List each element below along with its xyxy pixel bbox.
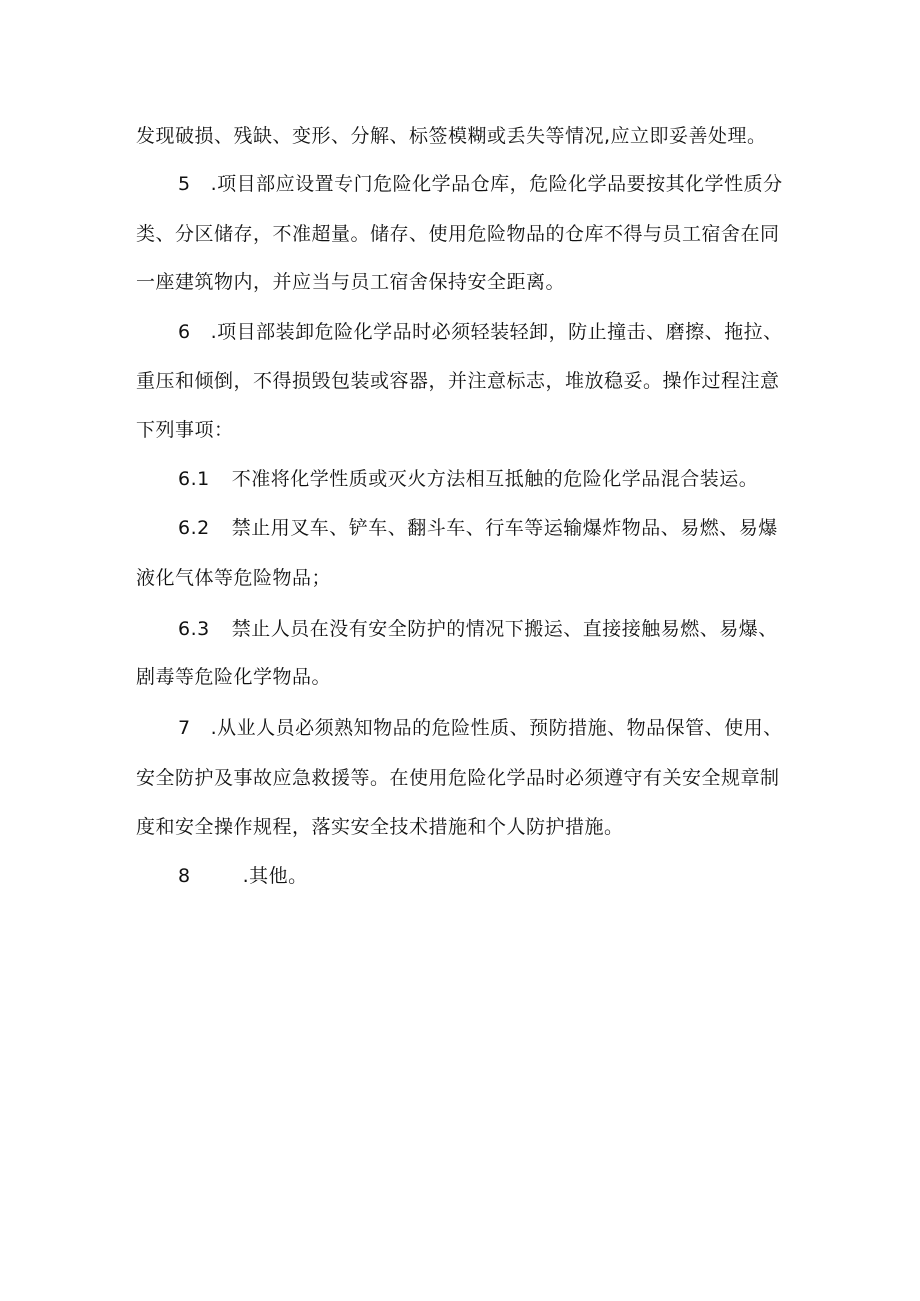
item-6-1-line-1 — [178, 467, 796, 491]
item-number: 7 — [178, 717, 191, 739]
item-number: 6.2 — [178, 517, 210, 539]
item-5-line-1 — [178, 172, 796, 196]
item-number: 6.3 — [178, 618, 210, 640]
item-6-line-1 — [178, 320, 796, 344]
item-6-2-line-1 — [178, 516, 796, 540]
item-text: 禁止人员在没有安全防护的情况下搬运、直接接触易燃、易爆、 — [231, 618, 778, 640]
item-7-line-1 — [178, 716, 796, 740]
item-text: .项目部应设置专门危险化学品仓库，危险化学品要按其化学性质分 — [210, 173, 783, 195]
item-5-line-2: 类、分区储存，不准超量。储存、使用危险物品的仓库不得与员工宿舍在同 — [136, 223, 780, 245]
item-6-line-3: 下列事项： — [136, 419, 234, 441]
item-number: 5 — [178, 173, 191, 195]
item-text: 不准将化学性质或灭火方法相互抵触的危险化学品混合装运。 — [231, 468, 759, 490]
item-7-line-3: 度和安全操作规程，落实安全技术措施和个人防护措施。 — [136, 816, 624, 838]
item-number: 8 — [178, 865, 191, 887]
item-text: .项目部装卸危险化学品时必须轻装轻卸，防止撞击、磨擦、拖拉、 — [210, 321, 783, 343]
paragraph-continuation-line: 发现破损、残缺、变形、分解、标签模糊或丢失等情况,应立即妥善处理。 — [136, 125, 767, 147]
item-7-line-2: 安全防护及事故应急救援等。在使用危险化学品时必须遵守有关安全规章制 — [136, 767, 780, 789]
item-8-line-1 — [178, 864, 796, 888]
item-6-line-2: 重压和倾倒，不得损毁包装或容器，并注意标志，堆放稳妥。操作过程注意 — [136, 370, 780, 392]
item-number: 6 — [178, 321, 191, 343]
item-text: .从业人员必须熟知物品的危险性质、预防措施、物品保管、使用、 — [210, 717, 783, 739]
item-text: 禁止用叉车、铲车、翻斗车、行车等运输爆炸物品、易燃、易爆 — [231, 517, 778, 539]
item-text: .其他。 — [242, 865, 308, 887]
item-number: 6.1 — [178, 468, 210, 490]
item-5-line-3: 一座建筑物内，并应当与员工宿舍保持安全距离。 — [136, 271, 566, 293]
item-6-3-line-2: 剧毒等危险化学物品。 — [136, 666, 332, 688]
item-6-2-line-2: 液化气体等危险物品； — [136, 567, 332, 589]
item-6-3-line-1 — [178, 617, 796, 641]
